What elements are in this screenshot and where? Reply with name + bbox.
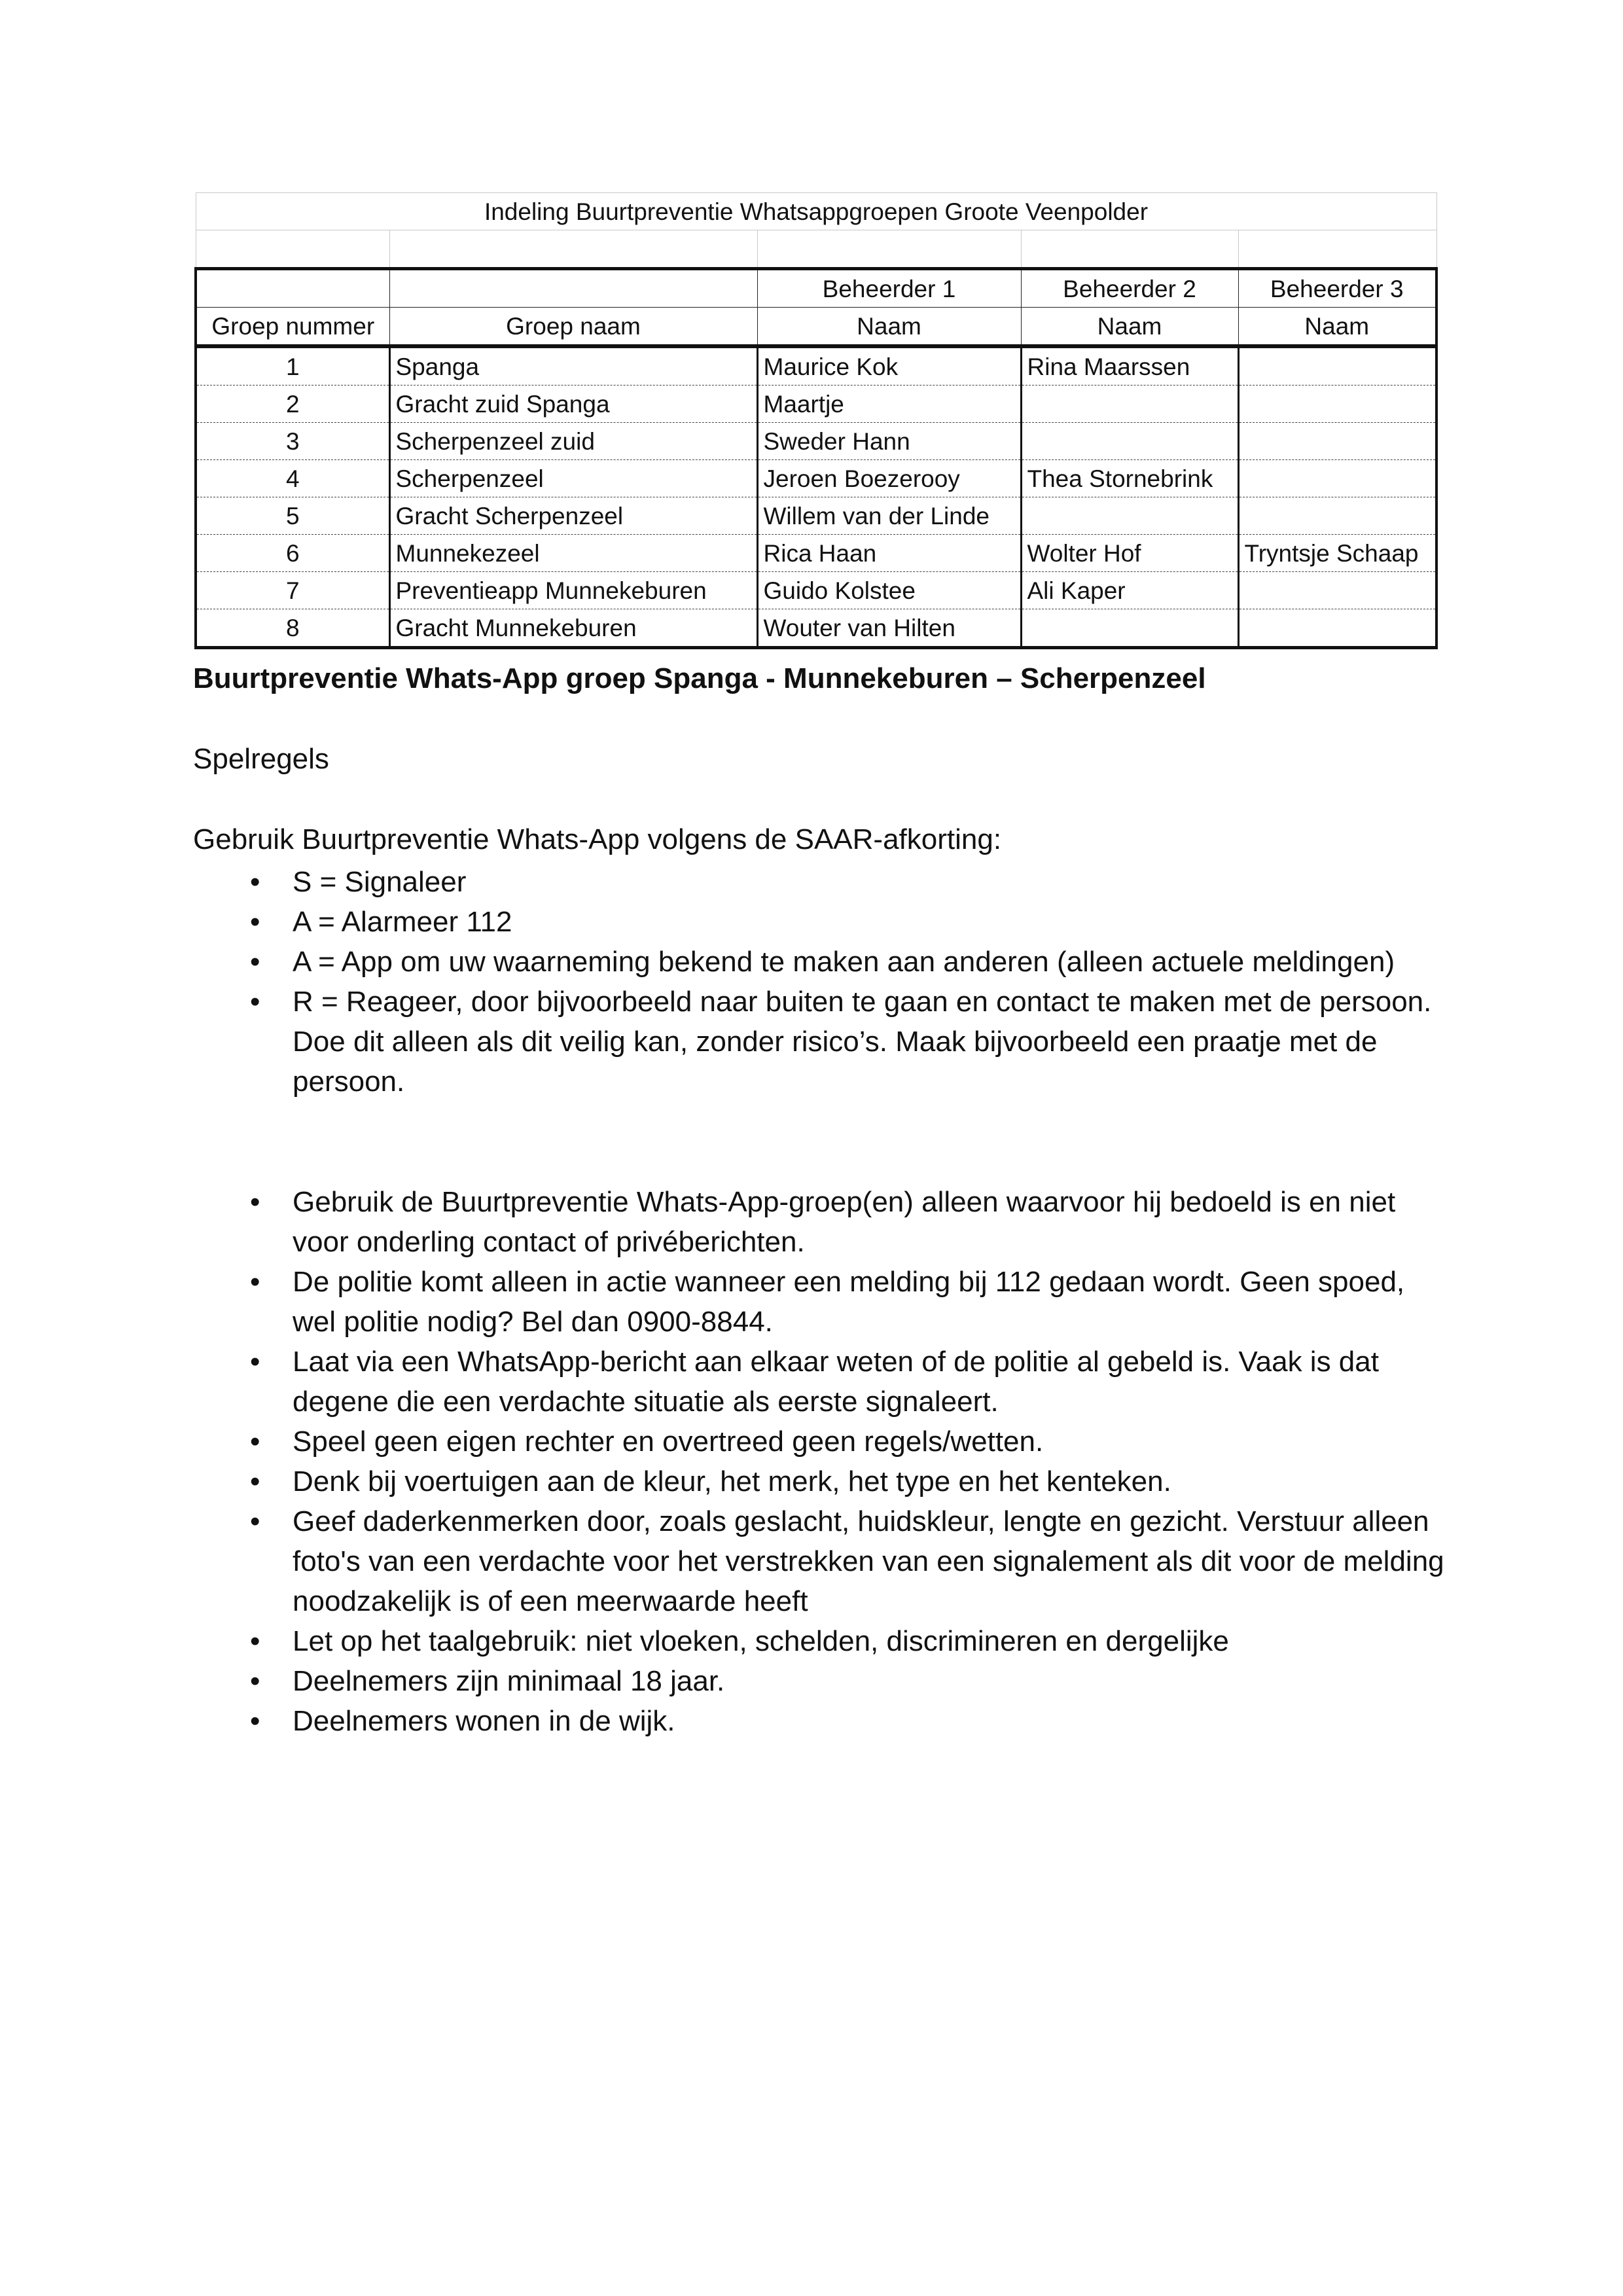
bullet-icon: • xyxy=(250,1426,260,1458)
cell-group-name: Gracht Scherpenzeel xyxy=(389,497,757,535)
header-admin-3: Beheerder 3 xyxy=(1238,269,1436,308)
list-item xyxy=(243,1422,1448,1462)
bullet-icon: • xyxy=(250,1266,260,1298)
header-group-number: Groep nummer xyxy=(196,308,389,347)
list-item-text: Let op het taalgebruik: niet vloeken, schelden, discrimineren en dergelijke xyxy=(293,1625,1229,1657)
list-item xyxy=(243,1462,1448,1501)
document-heading: Buurtpreventie Whats-App groep Spanga - Munnekeburen – Scherpenzeel xyxy=(193,662,1206,694)
bullet-icon: • xyxy=(250,1346,260,1378)
cell-admin-1: Maurice Kok xyxy=(757,346,1021,386)
saar-intro: Gebruik Buurtpreventie Whats-App volgens de SAAR-afkorting: xyxy=(193,823,1002,855)
list-item-text: S = Signaleer xyxy=(293,866,467,898)
cell-admin-2 xyxy=(1021,423,1238,460)
table-body xyxy=(196,346,1436,648)
table-title-row xyxy=(196,193,1436,230)
header-admin-2: Beheerder 2 xyxy=(1021,269,1238,308)
cell-admin-3 xyxy=(1238,423,1436,460)
cell-group-number: 1 xyxy=(196,346,389,386)
header-name-3: Naam xyxy=(1238,308,1436,347)
bullet-icon: • xyxy=(250,866,260,898)
document-subtitle: Spelregels xyxy=(193,743,329,775)
table-header-row-admins xyxy=(196,269,1436,308)
cell-admin-1: Wouter van Hilten xyxy=(757,609,1021,648)
cell-group-number: 4 xyxy=(196,460,389,497)
list-item-text: Geef daderkenmerken door, zoals geslacht, huidskleur, lengte en gezicht. Verstuur alleen foto's van een verdachte voor het verstrekken van een signalement als dit voor de melding noodzakelijk is of een meerwaarde heeft xyxy=(293,1505,1444,1617)
cell-group-name: Scherpenzeel xyxy=(389,460,757,497)
table-row xyxy=(196,386,1436,423)
cell-admin-3 xyxy=(1238,460,1436,497)
header-cell xyxy=(196,269,389,308)
cell-group-name: Spanga xyxy=(389,346,757,386)
header-group-name: Groep naam xyxy=(389,308,757,347)
list-item xyxy=(243,1262,1448,1342)
cell-admin-2 xyxy=(1021,386,1238,423)
cell-group-name: Munnekezeel xyxy=(389,535,757,572)
header-name-2: Naam xyxy=(1021,308,1238,347)
bullet-icon: • xyxy=(250,1465,260,1498)
table-row xyxy=(196,346,1436,386)
list-item xyxy=(243,1701,1448,1741)
cell-group-number: 8 xyxy=(196,609,389,648)
table-row xyxy=(196,460,1436,497)
list-item xyxy=(243,1501,1448,1621)
bullet-icon: • xyxy=(250,1505,260,1537)
cell-group-name: Gracht Munnekeburen xyxy=(389,609,757,648)
cell-admin-1: Jeroen Boezerooy xyxy=(757,460,1021,497)
bullet-icon: • xyxy=(250,906,260,938)
cell-admin-2: Thea Stornebrink xyxy=(1021,460,1238,497)
list-item-text: Speel geen eigen rechter en overtreed geen regels/wetten. xyxy=(293,1426,1044,1458)
cell-group-name: Gracht zuid Spanga xyxy=(389,386,757,423)
table-header-row-columns xyxy=(196,308,1436,347)
list-item-text: Gebruik de Buurtpreventie Whats-App-groep(en) alleen waarvoor hij bedoeld is en niet voor onderling contact of privéberichten. xyxy=(293,1186,1396,1258)
table-row xyxy=(196,535,1436,572)
cell-admin-2: Ali Kaper xyxy=(1021,572,1238,609)
cell-admin-3 xyxy=(1238,497,1436,535)
table-title: Indeling Buurtpreventie Whatsappgroepen Groote Veenpolder xyxy=(196,193,1436,230)
list-item-text: A = Alarmeer 112 xyxy=(293,906,512,938)
header-name-1: Naam xyxy=(757,308,1021,347)
header-cell xyxy=(389,269,757,308)
list-item xyxy=(243,862,1448,902)
cell-admin-1: Willem van der Linde xyxy=(757,497,1021,535)
cell-group-number: 6 xyxy=(196,535,389,572)
cell-admin-3 xyxy=(1238,346,1436,386)
cell-admin-2: Wolter Hof xyxy=(1021,535,1238,572)
list-item xyxy=(243,902,1448,942)
cell-admin-2: Rina Maarssen xyxy=(1021,346,1238,386)
list-item-text: Deelnemers wonen in de wijk. xyxy=(293,1705,675,1737)
saar-list xyxy=(243,862,1448,1102)
list-item xyxy=(243,1342,1448,1422)
cell-group-number: 5 xyxy=(196,497,389,535)
rules-list xyxy=(243,1182,1448,1741)
bullet-icon: • xyxy=(250,1186,260,1218)
cell-group-number: 3 xyxy=(196,423,389,460)
table-row xyxy=(196,423,1436,460)
cell-admin-3 xyxy=(1238,386,1436,423)
cell-group-number: 7 xyxy=(196,572,389,609)
bullet-icon: • xyxy=(250,1665,260,1697)
cell-group-name: Scherpenzeel zuid xyxy=(389,423,757,460)
table-row xyxy=(196,497,1436,535)
list-item xyxy=(243,1182,1448,1262)
cell-group-name: Preventieapp Munnekeburen xyxy=(389,572,757,609)
cell-group-number: 2 xyxy=(196,386,389,423)
list-item xyxy=(243,1661,1448,1701)
cell-admin-3: Tryntsje Schaap xyxy=(1238,535,1436,572)
bullet-icon: • xyxy=(250,1625,260,1657)
list-item-text: R = Reageer, door bijvoorbeeld naar buiten te gaan en contact te maken met de persoon. Doe dit alleen als dit veilig kan, zonder risico’s. Maak bijvoorbeeld een praatje met de persoon. xyxy=(293,986,1432,1098)
cell-admin-1: Maartje xyxy=(757,386,1021,423)
table-row xyxy=(196,572,1436,609)
list-item-text: Denk bij voertuigen aan de kleur, het merk, het type en het kenteken. xyxy=(293,1465,1171,1498)
bullet-icon: • xyxy=(250,946,260,978)
cell-admin-1: Rica Haan xyxy=(757,535,1021,572)
bullet-icon: • xyxy=(250,986,260,1018)
list-item-text: Deelnemers zijn minimaal 18 jaar. xyxy=(293,1665,725,1697)
group-assignment-table xyxy=(194,192,1438,649)
bullet-icon: • xyxy=(250,1705,260,1737)
cell-admin-3 xyxy=(1238,609,1436,648)
table-blank-row xyxy=(196,230,1436,269)
list-item xyxy=(243,942,1448,982)
cell-admin-3 xyxy=(1238,572,1436,609)
table-row xyxy=(196,609,1436,648)
cell-admin-1: Guido Kolstee xyxy=(757,572,1021,609)
header-admin-1: Beheerder 1 xyxy=(757,269,1021,308)
cell-admin-2 xyxy=(1021,609,1238,648)
list-item-text: Laat via een WhatsApp-bericht aan elkaar weten of de politie al gebeld is. Vaak is dat degene die een verdachte situatie als eerste signaleert. xyxy=(293,1346,1379,1418)
cell-admin-2 xyxy=(1021,497,1238,535)
list-item-text: De politie komt alleen in actie wanneer een melding bij 112 gedaan wordt. Geen spoed, wel politie nodig? Bel dan 0900-8844. xyxy=(293,1266,1405,1338)
cell-admin-1: Sweder Hann xyxy=(757,423,1021,460)
list-item xyxy=(243,1621,1448,1661)
list-item xyxy=(243,982,1448,1102)
list-item-text: A = App om uw waarneming bekend te maken aan anderen (alleen actuele meldingen) xyxy=(293,946,1395,978)
